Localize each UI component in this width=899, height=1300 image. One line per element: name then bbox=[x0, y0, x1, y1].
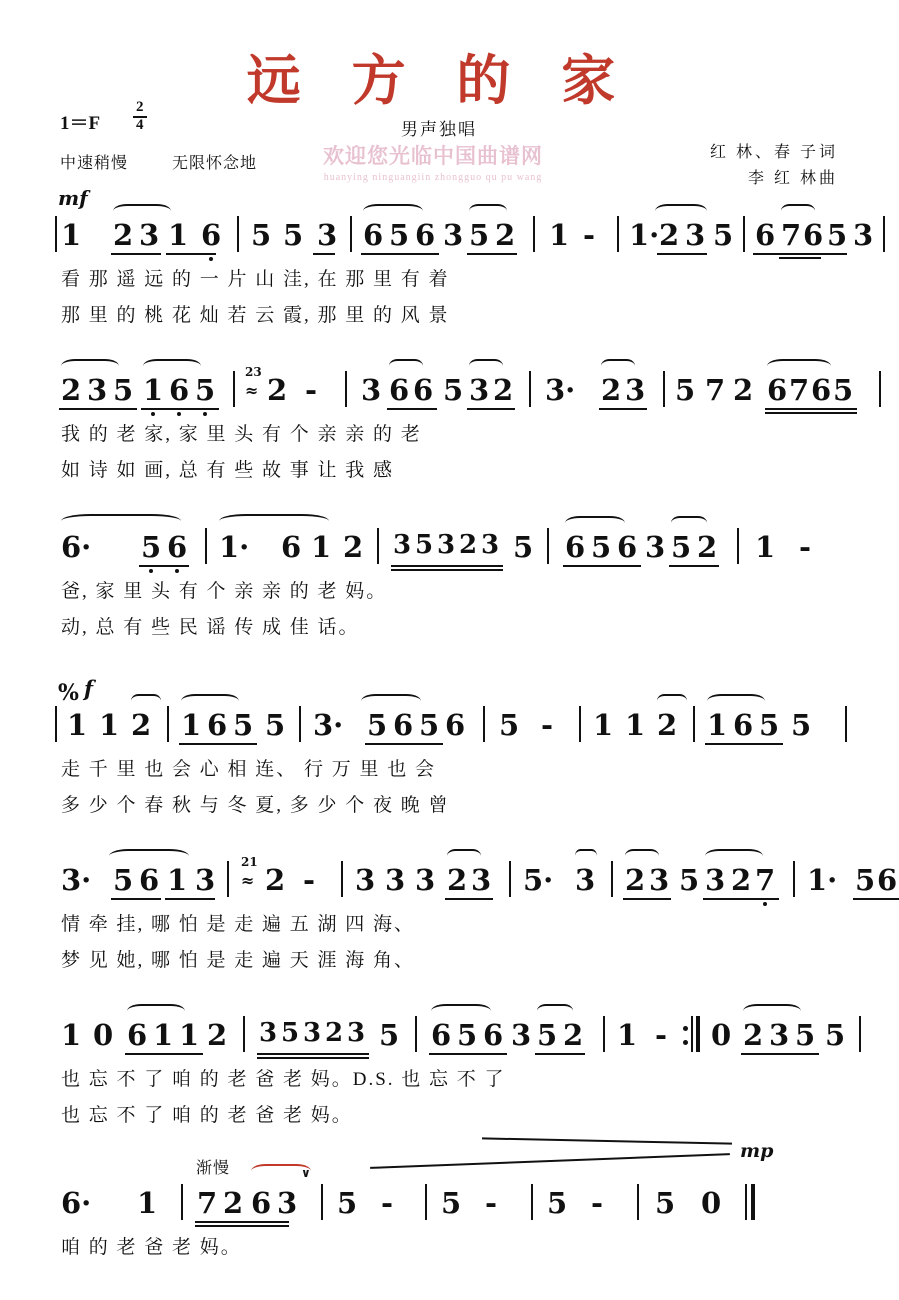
watermark-pinyin: huanying ninguangiin zhongguo qu pu wang bbox=[323, 172, 543, 183]
system-1-lyrics: 看 那 遥 远 的 一 片 山 洼, 在 那 里 有 着 bbox=[61, 269, 450, 290]
system-1-lyrics-verse2: 那 里 的 桃 花 灿 若 云 霞, 那 里 的 风 景 bbox=[61, 305, 450, 326]
system-3-notes: 6· 5 6 1· 6 1 2 3 5 3 2 3 5 6 5 6 3 5 2 1 - bbox=[55, 522, 845, 574]
system-2-lyrics-verse2: 如 诗 如 画, 总 有 些 故 事 让 我 感 bbox=[61, 460, 395, 481]
system-3-lyrics-verse2: 动, 总 有 些 民 谣 传 成 佳 话。 bbox=[61, 617, 360, 638]
system-4-lyrics: 走 千 里 也 会 心 相 连、 行 万 里 也 会 bbox=[61, 759, 437, 780]
system-7-lyrics: 咱 的 老 爸 老 妈。 bbox=[61, 1237, 242, 1258]
tempo-marking: 中速稍慢 bbox=[60, 155, 129, 172]
system-1 bbox=[55, 210, 874, 334]
system-5-lyrics-verse2: 梦 见 她, 哪 怕 是 走 遍 天 涯 海 角、 bbox=[61, 950, 416, 971]
dynamic-f: f bbox=[84, 676, 94, 701]
system-7-notes: 6· 1 ∨ 7 2 6 3 5 - 5 - 5 - 5 0 bbox=[55, 1178, 845, 1230]
page-title: 远 方 的 家 bbox=[246, 48, 632, 112]
dynamic-mf: mf bbox=[58, 186, 88, 210]
system-5-notes: 3· 5 6 1 3 21 ≈ 2 - 3 3 3 2 3 5· 3 2 3 5 3 2 7 1· 5 6 bbox=[55, 855, 845, 907]
system-3 bbox=[55, 522, 845, 646]
system-5-lyrics: 情 牵 挂, 哪 怕 是 走 遍 五 湖 四 海、 bbox=[61, 914, 416, 935]
system-1-notes: 1 2 3 1 6 5 5 3 6 5 6 3 5 2 1 - 1· 2 3 5 6 7 6 5 3 bbox=[55, 210, 845, 262]
credits bbox=[710, 140, 838, 191]
composer-credit: 李 红 林曲 bbox=[747, 169, 838, 187]
performance-type: 男声独唱 bbox=[401, 120, 477, 139]
key-signature: 1＝F bbox=[60, 113, 101, 134]
system-6-lyrics: 也 忘 不 了 咱 的 老 爸 老 妈。D.S. 也 忘 不 了 bbox=[61, 1069, 506, 1090]
system-3-lyrics: 爸, 家 里 头 有 个 亲 亲 的 老 妈。 bbox=[61, 581, 388, 602]
system-4 bbox=[55, 700, 845, 824]
system-6-notes: 1 0 6 1 1 2 3 5 3 2 3 5 6 5 6 3 5 2 1 - 0 2 3 5 5 bbox=[55, 1010, 845, 1062]
system-2 bbox=[55, 365, 854, 489]
system-5 bbox=[55, 855, 898, 979]
lyricist-credit: 红 林、春 子词 bbox=[709, 144, 838, 161]
system-6 bbox=[55, 1010, 845, 1134]
watermark-chinese: 欢迎您光临中国曲谱网 bbox=[323, 144, 543, 168]
system-6-lyrics-verse2: 也 忘 不 了 咱 的 老 爸 老 妈。 bbox=[61, 1105, 353, 1126]
watermark bbox=[283, 140, 583, 183]
expression-marking: 无限怀念地 bbox=[172, 155, 258, 172]
system-2-lyrics: 我 的 老 家, 家 里 头 有 个 亲 亲 的 老 bbox=[61, 424, 422, 445]
system-4-notes: 1 1 2 1 6 5 5 3· 5 6 5 6 5 - 1 1 2 1 6 5 5 bbox=[55, 700, 845, 752]
time-signature bbox=[133, 100, 147, 134]
system-4-lyrics-verse2: 多 少 个 春 秋 与 冬 夏, 多 少 个 夜 晚 曾 bbox=[61, 795, 450, 816]
dynamic-mp: mp bbox=[740, 1140, 774, 1162]
segno-sign: % bbox=[58, 680, 79, 706]
time-signature-numerator: 2 bbox=[133, 100, 147, 118]
system-2-notes: 2 3 5 1 6 5 23 ≈ 2 - 3 6 6 5 3 2 3· 2 3 5 7 2 6 7 6 5 bbox=[55, 365, 845, 417]
ritardando-marking: 渐慢 bbox=[196, 1160, 231, 1177]
time-signature-denominator: 4 bbox=[136, 116, 144, 133]
